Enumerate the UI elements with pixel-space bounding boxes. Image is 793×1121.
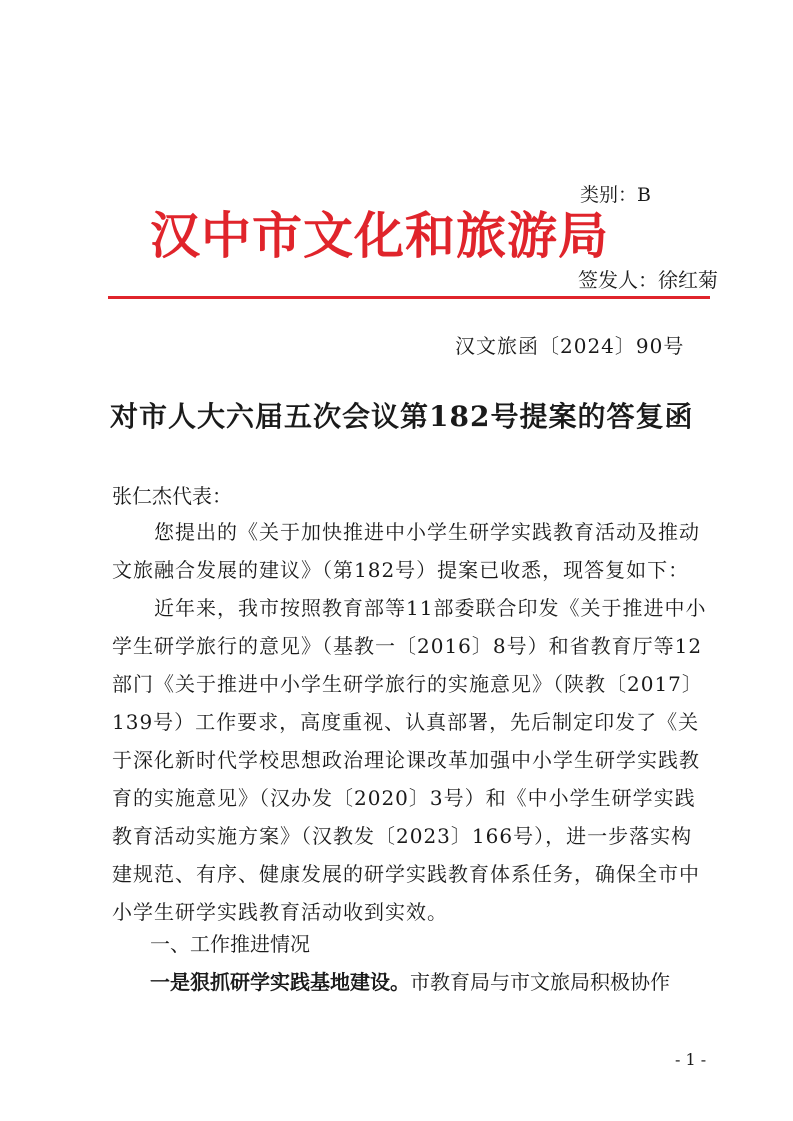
section-item <box>150 966 670 995</box>
document-category: 类别：B <box>580 184 651 206</box>
item-lead: 一是狠抓研学实践基地建设。 <box>150 970 410 994</box>
body-line: 教育活动实施方案》（汉教发〔2023〕166号），进一步落实构 <box>112 824 693 848</box>
salutation: 张仁杰代表： <box>112 484 232 508</box>
body-line: 小学生研学实践教育活动收到实效。 <box>112 900 448 924</box>
body-line: 文旅融合发展的建议》（第182号）提案已收悉，现答复如下： <box>112 558 690 582</box>
signer: 签发人：徐红菊 <box>578 268 718 292</box>
item-text: 市教育局与市文旅局积极协作 <box>410 970 670 994</box>
header-divider <box>108 296 710 299</box>
body-line: 近年来，我市按照教育部等11部委联合印发《关于推进中小 <box>112 596 707 620</box>
document-title: 对市人大六届五次会议第182号提案的答复函 <box>110 400 694 433</box>
body-line: 建规范、有序、健康发展的研学实践教育体系任务，确保全市中 <box>112 862 700 886</box>
body-line: 您提出的《关于加快推进中小学生研学实践教育活动及推动 <box>112 520 700 544</box>
document-number: 汉文旅函〔2024〕90号 <box>455 334 685 358</box>
body-line: 学生研学旅行的意见》（基教一〔2016〕8号）和省教育厅等12 <box>112 634 703 658</box>
page-number: - 1 - <box>675 1050 707 1069</box>
body-line: 于深化新时代学校思想政治理论课改革加强中小学生研学实践教 <box>112 748 700 772</box>
section-heading: 一、工作推进情况 <box>150 932 310 956</box>
body-line: 部门《关于推进中小学生研学旅行的实施意见》（陕教〔2017〕 <box>112 672 703 696</box>
body-line: 育的实施意见》（汉办发〔2020〕3号）和《中小学生研学实践 <box>112 786 696 810</box>
issuing-organization: 汉中市文化和旅游局 <box>150 206 609 265</box>
body-line: 139号）工作要求，高度重视、认真部署，先后制定印发了《关 <box>112 710 700 734</box>
